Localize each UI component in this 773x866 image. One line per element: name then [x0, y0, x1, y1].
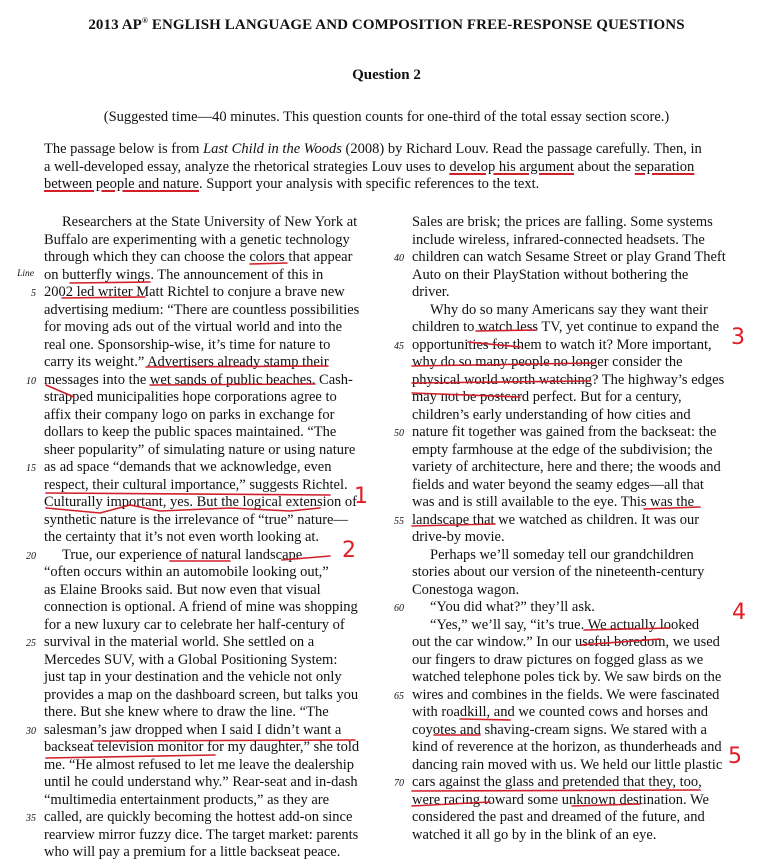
margin-mark-1: 1 — [354, 484, 368, 509]
passage-left-line: sheer popularity” of simulating nature or using nature — [44, 441, 356, 458]
margin-mark-4: 4 — [732, 600, 746, 625]
underline-develop-argument: develop his argument — [449, 158, 574, 175]
passage-left-line: on butterfly wings. The announcement of this in — [44, 266, 324, 283]
passage-right-line: nature fit together was gained from the backseat: the — [412, 424, 717, 440]
margin-mark-5: 5 — [728, 744, 742, 769]
passage-left-line: provides a map on the dashboard screen, but talks you — [44, 686, 359, 703]
passage-left-line: until he could understand why.” Rear-seat and in-dash — [44, 774, 358, 790]
passage-left-line: for a new luxury car to celebrate her half-century of — [44, 616, 345, 633]
passage-left-line: survival in the material world. She settled on a — [44, 634, 315, 650]
passage-left-line: advertising medium: “There are countless possibilities — [44, 301, 360, 318]
passage-left-line: synthetic nature is the irrelevance of “true” nature— — [44, 511, 348, 528]
passage-right-line: Conestoga wagon. — [412, 581, 520, 598]
passage-left-line: Researchers at the State University of New York at — [62, 214, 358, 230]
passage-right-line: cars against the glass and pretended that they, too, — [412, 774, 702, 790]
passage-right-line: children’s early understanding of how cities and — [412, 406, 691, 423]
passage-right-line: may not be postcard perfect. But for a century, — [412, 389, 682, 405]
passage-left-line: as ad space “demands that we acknowledge, even — [44, 459, 332, 475]
page-header: 2013 AP® ENGLISH LANGUAGE AND COMPOSITION FREE-RESPONSE QUESTIONS — [88, 16, 685, 33]
passage-right-line: opportunities for them to watch it? More important, — [412, 336, 712, 353]
passage-left-line: Culturally important, yes. But the logical extension of — [44, 494, 357, 510]
line-label: Line — [17, 269, 34, 279]
passage-left-line: True, our experience of natural landscape — [62, 546, 303, 563]
passage-right-line: children can watch Sesame Street or play Grand Theft — [412, 249, 726, 265]
passage-left-line: through which they can choose the colors that appear — [44, 249, 353, 265]
passage-right-line: our fingers to draw pictures on fogged glass as we — [412, 651, 704, 668]
passage-left-line: as Elaine Brooks said. But now even that visual — [44, 581, 321, 598]
passage-right-line: with roadkill, and we counted cows and horses and — [412, 704, 708, 720]
passage-left-line: 2002 led writer Matt Richtel to conjure a brave new — [44, 284, 345, 300]
margin-mark-2: 2 — [342, 538, 356, 563]
line-number: 25 — [26, 638, 36, 649]
line-number: 70 — [394, 778, 404, 789]
line-number: 10 — [26, 375, 36, 387]
passage-left-line: just tap in your destination and the vehicle not only — [44, 669, 342, 685]
passage-right-line: kind of reverence at the horizon, as thunderheads and — [412, 739, 722, 755]
passage-left-line: respect, their cultural importance,” suggests Richtel. — [44, 476, 348, 493]
underline-separation: separation — [634, 158, 695, 175]
passage-left-line: real one. Sponsorship-wise, it’s time for nature to — [44, 336, 331, 353]
passage-right-line: children to watch less TV, yet continue to expand the — [412, 319, 720, 335]
passage-right-line: empty farmhouse at the edge of the subdivision; the — [412, 441, 713, 458]
passage-left-line: for moving ads out of the virtual world and into the — [44, 319, 343, 335]
passage-right-line: wires and combines in the fields. We were fascinated — [412, 686, 720, 703]
passage-right-column — [412, 214, 752, 844]
underline-people-nature: between people and nature — [44, 176, 199, 192]
passage-right-line: why do so many people no longer consider the — [412, 354, 683, 370]
passage-right-line: variety of architecture, here and there; the woods and — [412, 459, 721, 475]
passage-right-line: watched telephone poles tick by. We saw birds on the — [412, 669, 722, 685]
passage-left-line: salesman’s jaw dropped when I said I didn’t want a — [44, 721, 342, 738]
passage-right-line: stories about our version of the nineteenth-century — [412, 564, 705, 580]
passage-right-line: was and is still available to the eye. This was the — [412, 494, 695, 510]
passage-right-line: considered the past and dreamed of the future, and — [412, 809, 705, 825]
passage-right-line: Perhaps we’ll someday tell our grandchildren — [430, 546, 694, 563]
passage-right-line: fields and water beyond the seamy edges—all that — [412, 476, 704, 493]
margin-mark-3: 3 — [731, 325, 745, 350]
passage-right-line: driver. — [412, 284, 450, 300]
passage-right-line: Auto on their PlayStation without bothering the — [412, 266, 689, 283]
passage-left-line: dollars to keep the public spaces maintained. “The — [44, 424, 337, 440]
line-number: 50 — [394, 428, 404, 439]
passage-right-line: drive-by movie. — [412, 529, 505, 545]
passage-left-column — [44, 214, 374, 862]
question-prompt: The passage below is from Last Child in the Woods (2008) by Richard Louv. Read the passage carefully. Then, in a well-developed essay, analyze the rhetorical strategies Louv uses to develop his argument about the separation between people and nature. Support your analysis with specific references to the text. — [44, 141, 702, 192]
suggested-time: (Suggested time—40 minutes. This question counts for one-third of the total essay section score.) — [103, 109, 670, 125]
passage-left-line: rearview mirror fuzzy dice. The target market: parents — [44, 826, 359, 843]
line-number: 65 — [394, 690, 404, 702]
passage-right-line: were racing toward some unknown destination. We — [412, 791, 709, 808]
question-title: Question 2 — [352, 67, 421, 83]
passage-right-line: Sales are brisk; the prices are falling. Some systems — [412, 214, 713, 230]
passage-left-line: there. But she knew where to draw the line. “The — [44, 704, 329, 720]
passage-right-line: landscape that we watched as children. It was our — [412, 511, 700, 528]
passage-left-line: Buffalo are experimenting with a genetic technology — [44, 231, 350, 248]
passage-left-line: “often occurs within an automobile looking out,” — [44, 564, 329, 580]
passage-left-line: me. “He almost refused to let me leave the dealership — [44, 756, 355, 773]
passage-left-line: Mercedes SUV, with a Global Positioning System: — [44, 651, 338, 668]
line-number: 15 — [26, 463, 36, 474]
line-number: 60 — [394, 603, 404, 614]
passage-right-line: out the car window.” In our useful boredom, we used — [412, 634, 720, 650]
line-number: 55 — [394, 515, 404, 527]
passage-left-line: called, are quickly becoming the hottest add-on since — [44, 809, 353, 825]
passage-left-line: the certainty that it’s not even worth looking at. — [44, 529, 320, 545]
passage-right-line: physical world worth watching? The highway’s edges — [412, 371, 725, 388]
passage-right-line: include wireless, infrared-connected headsets. The — [412, 231, 705, 248]
line-number: 40 — [394, 253, 404, 264]
passage-right-line: “You did what?” they’ll ask. — [430, 599, 595, 615]
passage-left-line: connection is optional. A friend of mine was shopping — [44, 599, 358, 615]
passage-right-line: dancing rain moved with us. We held our little plastic — [412, 756, 723, 773]
passage-left-line: messages into the wet sands of public beaches. Cash- — [44, 371, 353, 388]
passage-left-line: affix their company logo on parks in exchange for — [44, 406, 335, 423]
passage-right-line: “Yes,” we’ll say, “it’s true. We actually looked — [430, 616, 700, 633]
passage-left-line: who will pay a premium for a little backseat peace. — [44, 844, 341, 860]
passage-left-line: strapped municipalities hope corporations agree to — [44, 389, 337, 405]
passage-right-line: Why do so many Americans say they want their — [430, 301, 708, 318]
passage-left-line: backseat television monitor for my daughter,” she told — [44, 739, 360, 755]
passage-left-line: carry its weight.” Advertisers already stamp their — [44, 354, 329, 370]
passage-right-line: coyotes and shaving-cream signs. We stared with a — [412, 721, 707, 738]
line-number: 35 — [26, 813, 36, 824]
line-number: 5 — [31, 288, 36, 299]
passage-left-line: “multimedia entertainment products,” as they are — [44, 791, 330, 808]
line-number: 30 — [26, 725, 36, 737]
passage-right-line: watched it all go by in the blink of an eye. — [412, 826, 657, 843]
line-number: 45 — [394, 340, 404, 352]
line-number: 20 — [26, 550, 36, 562]
